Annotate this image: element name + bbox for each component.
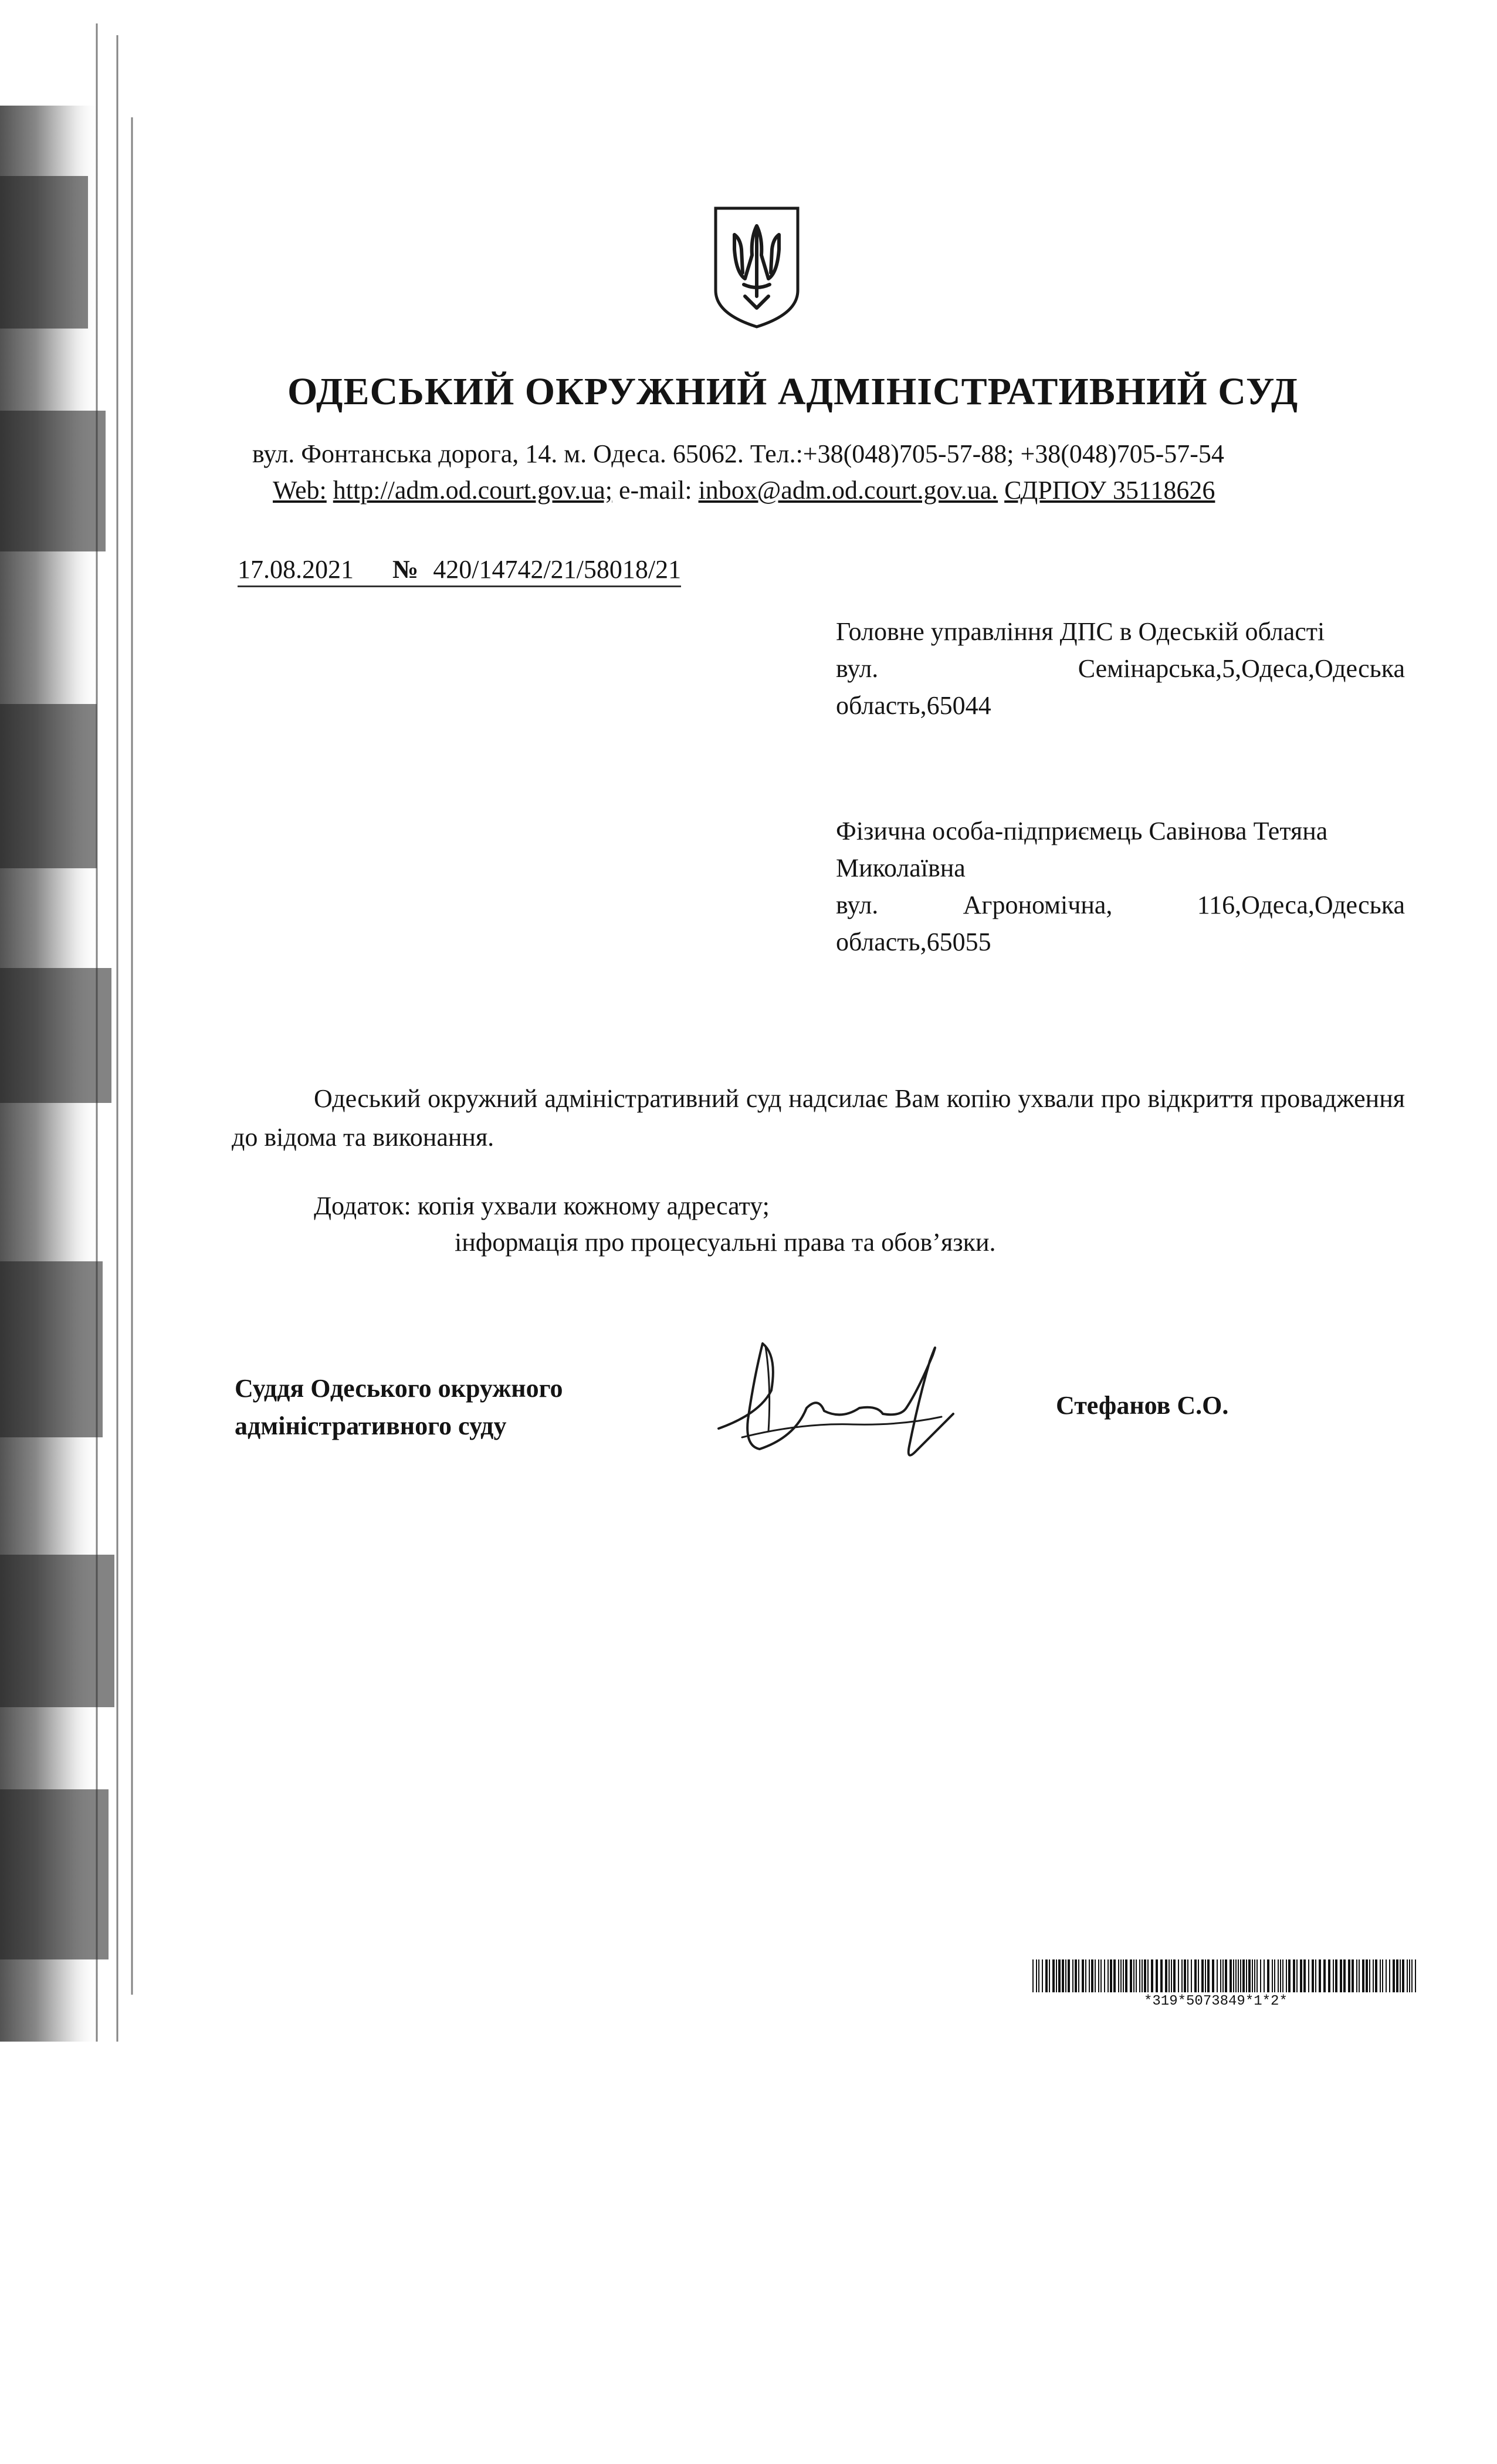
recipient-2-street xyxy=(836,886,1405,923)
recipient-2-street-prefix: вул. xyxy=(836,891,879,919)
attachment-line-1: Додаток: копія ухвали кожному адресату; xyxy=(314,1192,770,1220)
recipient-2-name-cont: Миколаївна xyxy=(836,854,966,882)
email-label: e-mail: xyxy=(618,476,692,505)
judge-title xyxy=(235,1370,563,1445)
edrpou-code: СДРПОУ 35118626 xyxy=(1004,476,1215,505)
barcode-number: *319*5073849*1*2* xyxy=(1144,1993,1288,2009)
recipient-1-street-prefix: вул. xyxy=(836,654,879,683)
court-contacts xyxy=(273,475,1387,505)
recipient-block-2 xyxy=(836,813,1405,960)
registration-line xyxy=(238,554,681,587)
court-name-heading: ОДЕСЬКИЙ ОКРУЖНИЙ АДМІНІСТРАТИВНИЙ СУД xyxy=(287,370,1299,413)
recipient-1-name: Головне управління ДПС в Одеській області xyxy=(836,617,1325,646)
recipient-1-street-value: Семінарська,5,Одеса,Одеська xyxy=(1078,654,1405,683)
judge-name: Стефанов С.О. xyxy=(1056,1391,1229,1420)
number-sign: № xyxy=(392,555,419,584)
judge-title-line-1: Суддя Одеського окружного xyxy=(235,1374,563,1403)
web-url-link[interactable]: http://adm.od.court.gov.ua; xyxy=(333,476,612,505)
recipient-1-region: область,65044 xyxy=(836,691,991,720)
court-address: вул. Фонтанська дорога, 14. м. Одеса. 65062. Тел.:+38(048)705-57-88; +38(048)705-57-54 xyxy=(252,439,1224,468)
letter-body: Одеський окружний адміністративний суд надсилає Вам копію ухвали про відкриття провадження до відома та виконання. xyxy=(232,1084,1405,1152)
recipient-2-name: Фізична особа-підприємець Савінова Тетяна xyxy=(836,817,1328,845)
attachment-line-2: інформація про процесуальні права та обов’язки. xyxy=(455,1228,996,1257)
email-link[interactable]: inbox@adm.od.court.gov.ua. xyxy=(698,476,998,505)
judge-title-line-2: адміністративного суду xyxy=(235,1412,507,1440)
document-barcode xyxy=(1032,1959,1420,1992)
recipient-block-1 xyxy=(836,613,1405,724)
scan-edge-artifact xyxy=(0,0,188,2042)
handwritten-signature xyxy=(707,1320,965,1473)
recipient-2-street-name: Агрономічна, xyxy=(963,891,1113,919)
recipient-2-region: область,65055 xyxy=(836,928,991,956)
registration-number: 420/14742/21/58018/21 xyxy=(433,555,682,584)
web-label: Web: xyxy=(273,476,327,505)
coat-of-arms-icon xyxy=(710,202,804,331)
recipient-2-street-rest: 116,Одеса,Одеська xyxy=(1197,891,1405,919)
registration-date: 17.08.2021 xyxy=(238,555,354,584)
recipient-1-street xyxy=(836,650,1405,687)
